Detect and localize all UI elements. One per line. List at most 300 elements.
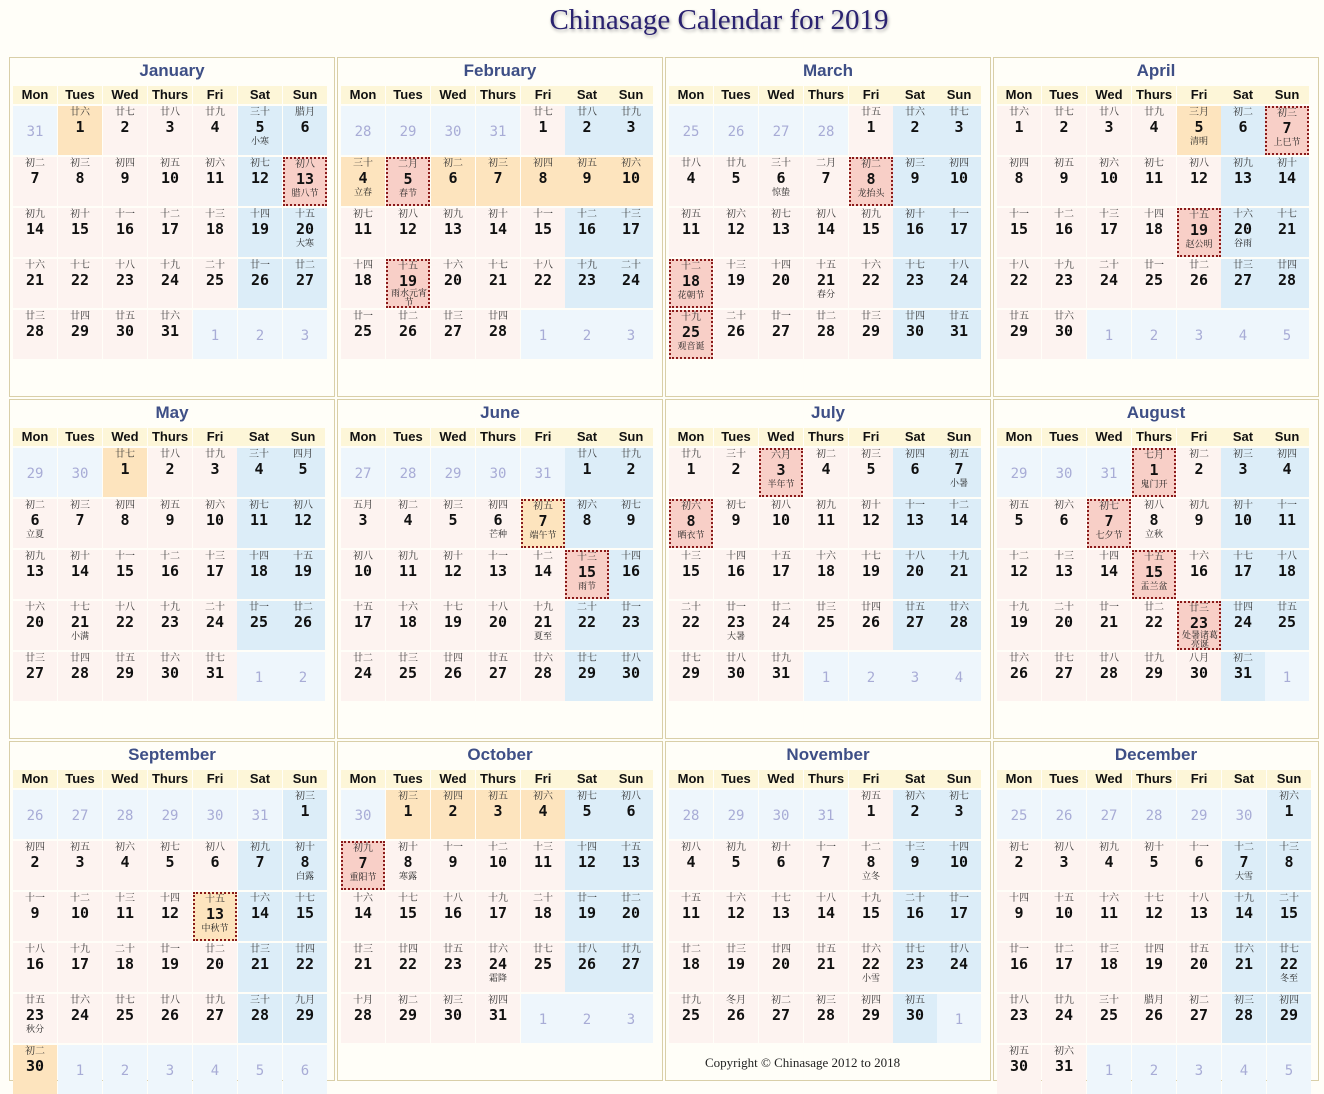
day-cell[interactable] — [893, 310, 937, 359]
day-cell[interactable] — [937, 790, 981, 839]
day-cell[interactable] — [1087, 1045, 1131, 1094]
day-cell[interactable] — [1042, 652, 1086, 701]
day-cell[interactable] — [1042, 157, 1086, 206]
day-cell[interactable] — [1042, 841, 1086, 890]
day-cell[interactable] — [521, 994, 565, 1043]
day-cell[interactable] — [997, 994, 1041, 1043]
day-cell[interactable] — [58, 310, 102, 359]
day-cell[interactable] — [609, 652, 653, 701]
day-cell[interactable] — [13, 208, 57, 257]
day-cell[interactable] — [1265, 106, 1309, 155]
day-cell[interactable] — [13, 157, 57, 206]
day-cell[interactable] — [565, 448, 609, 497]
day-cell[interactable] — [476, 943, 520, 992]
day-cell[interactable] — [759, 310, 803, 359]
day-cell[interactable] — [193, 259, 237, 308]
day-cell[interactable] — [997, 448, 1041, 497]
day-cell[interactable] — [1177, 448, 1221, 497]
day-cell[interactable] — [1267, 790, 1311, 839]
day-cell[interactable] — [1177, 106, 1221, 155]
day-cell[interactable] — [714, 994, 758, 1043]
day-cell[interactable] — [341, 841, 385, 890]
day-cell[interactable] — [13, 106, 57, 155]
day-cell[interactable] — [341, 943, 385, 992]
day-cell[interactable] — [1042, 943, 1086, 992]
day-cell[interactable] — [609, 790, 653, 839]
day-cell[interactable] — [193, 448, 237, 497]
day-cell[interactable] — [893, 157, 937, 206]
day-cell[interactable] — [804, 892, 848, 941]
day-cell[interactable] — [431, 943, 475, 992]
day-cell[interactable] — [893, 499, 937, 548]
day-cell[interactable] — [1222, 841, 1266, 890]
day-cell[interactable] — [58, 841, 102, 890]
day-cell[interactable] — [759, 259, 803, 308]
day-cell[interactable] — [669, 259, 713, 308]
day-cell[interactable] — [431, 499, 475, 548]
day-cell[interactable] — [714, 892, 758, 941]
day-cell[interactable] — [849, 790, 893, 839]
day-cell[interactable] — [58, 790, 102, 839]
day-cell[interactable] — [804, 208, 848, 257]
day-cell[interactable] — [804, 994, 848, 1043]
day-cell[interactable] — [238, 208, 282, 257]
day-cell[interactable] — [386, 892, 430, 941]
day-cell[interactable] — [804, 550, 848, 599]
day-cell[interactable] — [238, 994, 282, 1043]
day-cell[interactable] — [849, 841, 893, 890]
day-cell[interactable] — [609, 994, 653, 1043]
day-cell[interactable] — [13, 1045, 57, 1094]
day-cell[interactable] — [1177, 310, 1221, 359]
day-cell[interactable] — [1221, 259, 1265, 308]
day-cell[interactable] — [849, 448, 893, 497]
day-cell[interactable] — [386, 157, 430, 206]
day-cell[interactable] — [1087, 499, 1131, 548]
day-cell[interactable] — [937, 943, 981, 992]
day-cell[interactable] — [849, 499, 893, 548]
day-cell[interactable] — [759, 550, 803, 599]
day-cell[interactable] — [997, 550, 1041, 599]
day-cell[interactable] — [714, 157, 758, 206]
day-cell[interactable] — [58, 601, 102, 650]
day-cell[interactable] — [13, 994, 57, 1043]
day-cell[interactable] — [1132, 652, 1176, 701]
day-cell[interactable] — [431, 448, 475, 497]
day-cell[interactable] — [997, 943, 1041, 992]
day-cell[interactable] — [431, 841, 475, 890]
day-cell[interactable] — [1087, 943, 1131, 992]
day-cell[interactable] — [714, 106, 758, 155]
day-cell[interactable] — [1265, 652, 1309, 701]
day-cell[interactable] — [565, 943, 609, 992]
day-cell[interactable] — [1087, 652, 1131, 701]
day-cell[interactable] — [476, 892, 520, 941]
day-cell[interactable] — [193, 550, 237, 599]
day-cell[interactable] — [476, 652, 520, 701]
day-cell[interactable] — [283, 157, 327, 206]
day-cell[interactable] — [937, 106, 981, 155]
day-cell[interactable] — [58, 550, 102, 599]
day-cell[interactable] — [386, 259, 430, 308]
day-cell[interactable] — [13, 550, 57, 599]
day-cell[interactable] — [281, 499, 325, 548]
day-cell[interactable] — [341, 106, 385, 155]
day-cell[interactable] — [476, 601, 520, 650]
day-cell[interactable] — [759, 106, 803, 155]
day-cell[interactable] — [937, 208, 981, 257]
day-cell[interactable] — [521, 259, 565, 308]
day-cell[interactable] — [1265, 550, 1309, 599]
day-cell[interactable] — [609, 550, 653, 599]
day-cell[interactable] — [893, 994, 937, 1043]
day-cell[interactable] — [1267, 841, 1311, 890]
day-cell[interactable] — [237, 601, 281, 650]
day-cell[interactable] — [103, 499, 147, 548]
day-cell[interactable] — [148, 448, 192, 497]
day-cell[interactable] — [193, 310, 237, 359]
day-cell[interactable] — [1087, 208, 1131, 257]
day-cell[interactable] — [13, 841, 57, 890]
day-cell[interactable] — [1265, 499, 1309, 548]
day-cell[interactable] — [1087, 310, 1131, 359]
day-cell[interactable] — [1267, 994, 1311, 1043]
day-cell[interactable] — [193, 652, 237, 701]
day-cell[interactable] — [609, 943, 653, 992]
day-cell[interactable] — [238, 310, 282, 359]
day-cell[interactable] — [431, 994, 475, 1043]
day-cell[interactable] — [893, 550, 937, 599]
day-cell[interactable] — [893, 943, 937, 992]
day-cell[interactable] — [148, 994, 192, 1043]
day-cell[interactable] — [1042, 106, 1086, 155]
day-cell[interactable] — [193, 994, 237, 1043]
day-cell[interactable] — [759, 448, 803, 497]
day-cell[interactable] — [283, 841, 327, 890]
day-cell[interactable] — [341, 652, 385, 701]
day-cell[interactable] — [1042, 550, 1086, 599]
day-cell[interactable] — [804, 790, 848, 839]
day-cell[interactable] — [997, 310, 1041, 359]
day-cell[interactable] — [476, 994, 520, 1043]
day-cell[interactable] — [193, 601, 237, 650]
day-cell[interactable] — [103, 259, 147, 308]
day-cell[interactable] — [997, 790, 1041, 839]
day-cell[interactable] — [103, 943, 147, 992]
day-cell[interactable] — [1087, 106, 1131, 155]
day-cell[interactable] — [283, 310, 327, 359]
day-cell[interactable] — [521, 601, 565, 650]
day-cell[interactable] — [1222, 790, 1266, 839]
day-cell[interactable] — [565, 208, 609, 257]
day-cell[interactable] — [1267, 1045, 1311, 1094]
day-cell[interactable] — [849, 208, 893, 257]
day-cell[interactable] — [148, 841, 192, 890]
day-cell[interactable] — [238, 790, 282, 839]
day-cell[interactable] — [759, 652, 803, 701]
day-cell[interactable] — [1177, 259, 1221, 308]
day-cell[interactable] — [1221, 106, 1265, 155]
day-cell[interactable] — [431, 550, 475, 599]
day-cell[interactable] — [1087, 601, 1131, 650]
day-cell[interactable] — [103, 790, 147, 839]
day-cell[interactable] — [565, 157, 609, 206]
day-cell[interactable] — [1265, 601, 1309, 650]
day-cell[interactable] — [714, 499, 758, 548]
day-cell[interactable] — [431, 310, 475, 359]
day-cell[interactable] — [1221, 448, 1265, 497]
day-cell[interactable] — [1177, 499, 1221, 548]
day-cell[interactable] — [714, 790, 758, 839]
day-cell[interactable] — [669, 106, 713, 155]
day-cell[interactable] — [476, 448, 520, 497]
day-cell[interactable] — [1132, 994, 1176, 1043]
day-cell[interactable] — [193, 157, 237, 206]
day-cell[interactable] — [148, 601, 192, 650]
day-cell[interactable] — [893, 601, 937, 650]
day-cell[interactable] — [476, 499, 520, 548]
day-cell[interactable] — [148, 892, 192, 941]
day-cell[interactable] — [565, 259, 609, 308]
day-cell[interactable] — [1087, 892, 1131, 941]
day-cell[interactable] — [714, 259, 758, 308]
day-cell[interactable] — [669, 994, 713, 1043]
day-cell[interactable] — [58, 1045, 102, 1094]
day-cell[interactable] — [1042, 499, 1086, 548]
day-cell[interactable] — [804, 448, 848, 497]
day-cell[interactable] — [759, 499, 803, 548]
day-cell[interactable] — [281, 601, 325, 650]
day-cell[interactable] — [997, 601, 1041, 650]
day-cell[interactable] — [103, 841, 147, 890]
day-cell[interactable] — [1042, 790, 1086, 839]
day-cell[interactable] — [804, 259, 848, 308]
day-cell[interactable] — [669, 943, 713, 992]
day-cell[interactable] — [148, 943, 192, 992]
day-cell[interactable] — [1177, 943, 1221, 992]
day-cell[interactable] — [386, 841, 430, 890]
day-cell[interactable] — [103, 208, 147, 257]
day-cell[interactable] — [1132, 310, 1176, 359]
day-cell[interactable] — [937, 448, 981, 497]
day-cell[interactable] — [521, 943, 565, 992]
day-cell[interactable] — [669, 790, 713, 839]
day-cell[interactable] — [521, 892, 565, 941]
day-cell[interactable] — [476, 550, 520, 599]
day-cell[interactable] — [669, 892, 713, 941]
day-cell[interactable] — [341, 550, 385, 599]
day-cell[interactable] — [714, 652, 758, 701]
day-cell[interactable] — [148, 310, 192, 359]
day-cell[interactable] — [386, 448, 430, 497]
day-cell[interactable] — [431, 601, 475, 650]
day-cell[interactable] — [1042, 259, 1086, 308]
day-cell[interactable] — [1132, 790, 1176, 839]
day-cell[interactable] — [476, 790, 520, 839]
day-cell[interactable] — [521, 448, 565, 497]
day-cell[interactable] — [849, 259, 893, 308]
day-cell[interactable] — [565, 994, 609, 1043]
day-cell[interactable] — [431, 652, 475, 701]
day-cell[interactable] — [1132, 601, 1176, 650]
day-cell[interactable] — [997, 208, 1041, 257]
day-cell[interactable] — [476, 157, 520, 206]
day-cell[interactable] — [283, 106, 327, 155]
day-cell[interactable] — [103, 157, 147, 206]
day-cell[interactable] — [13, 310, 57, 359]
day-cell[interactable] — [281, 652, 325, 701]
day-cell[interactable] — [58, 448, 102, 497]
day-cell[interactable] — [759, 943, 803, 992]
day-cell[interactable] — [669, 601, 713, 650]
day-cell[interactable] — [58, 259, 102, 308]
day-cell[interactable] — [1042, 601, 1086, 650]
day-cell[interactable] — [1132, 448, 1176, 497]
day-cell[interactable] — [58, 892, 102, 941]
day-cell[interactable] — [1087, 448, 1131, 497]
day-cell[interactable] — [1177, 790, 1221, 839]
day-cell[interactable] — [58, 943, 102, 992]
day-cell[interactable] — [849, 601, 893, 650]
day-cell[interactable] — [1177, 157, 1221, 206]
day-cell[interactable] — [431, 157, 475, 206]
day-cell[interactable] — [893, 652, 937, 701]
day-cell[interactable] — [565, 892, 609, 941]
day-cell[interactable] — [238, 157, 282, 206]
day-cell[interactable] — [521, 310, 565, 359]
day-cell[interactable] — [1087, 841, 1131, 890]
day-cell[interactable] — [1042, 892, 1086, 941]
day-cell[interactable] — [937, 499, 981, 548]
day-cell[interactable] — [609, 310, 653, 359]
day-cell[interactable] — [1087, 157, 1131, 206]
day-cell[interactable] — [386, 550, 430, 599]
day-cell[interactable] — [1177, 652, 1221, 701]
day-cell[interactable] — [1177, 1045, 1221, 1094]
day-cell[interactable] — [238, 841, 282, 890]
day-cell[interactable] — [804, 652, 848, 701]
day-cell[interactable] — [937, 310, 981, 359]
day-cell[interactable] — [148, 550, 192, 599]
day-cell[interactable] — [1265, 259, 1309, 308]
day-cell[interactable] — [1177, 601, 1221, 650]
day-cell[interactable] — [849, 310, 893, 359]
day-cell[interactable] — [893, 841, 937, 890]
day-cell[interactable] — [193, 943, 237, 992]
day-cell[interactable] — [103, 1045, 147, 1094]
day-cell[interactable] — [386, 601, 430, 650]
day-cell[interactable] — [103, 106, 147, 155]
day-cell[interactable] — [759, 841, 803, 890]
day-cell[interactable] — [1222, 892, 1266, 941]
day-cell[interactable] — [238, 259, 282, 308]
day-cell[interactable] — [238, 943, 282, 992]
day-cell[interactable] — [565, 499, 609, 548]
day-cell[interactable] — [103, 652, 147, 701]
day-cell[interactable] — [714, 841, 758, 890]
day-cell[interactable] — [565, 601, 609, 650]
day-cell[interactable] — [804, 499, 848, 548]
day-cell[interactable] — [13, 259, 57, 308]
day-cell[interactable] — [893, 259, 937, 308]
day-cell[interactable] — [193, 106, 237, 155]
day-cell[interactable] — [849, 652, 893, 701]
day-cell[interactable] — [609, 601, 653, 650]
day-cell[interactable] — [341, 499, 385, 548]
day-cell[interactable] — [893, 790, 937, 839]
day-cell[interactable] — [1222, 1045, 1266, 1094]
day-cell[interactable] — [804, 157, 848, 206]
day-cell[interactable] — [759, 994, 803, 1043]
day-cell[interactable] — [103, 601, 147, 650]
day-cell[interactable] — [1221, 652, 1265, 701]
day-cell[interactable] — [103, 550, 147, 599]
day-cell[interactable] — [13, 448, 57, 497]
day-cell[interactable] — [714, 943, 758, 992]
day-cell[interactable] — [565, 841, 609, 890]
day-cell[interactable] — [341, 892, 385, 941]
day-cell[interactable] — [1177, 841, 1221, 890]
day-cell[interactable] — [669, 448, 713, 497]
day-cell[interactable] — [1042, 448, 1086, 497]
day-cell[interactable] — [565, 550, 609, 599]
day-cell[interactable] — [386, 499, 430, 548]
day-cell[interactable] — [669, 652, 713, 701]
day-cell[interactable] — [1042, 208, 1086, 257]
day-cell[interactable] — [1177, 892, 1221, 941]
day-cell[interactable] — [193, 790, 237, 839]
day-cell[interactable] — [997, 259, 1041, 308]
day-cell[interactable] — [13, 652, 57, 701]
day-cell[interactable] — [937, 994, 981, 1043]
day-cell[interactable] — [1221, 550, 1265, 599]
day-cell[interactable] — [1042, 1045, 1086, 1094]
day-cell[interactable] — [759, 790, 803, 839]
day-cell[interactable] — [609, 259, 653, 308]
day-cell[interactable] — [893, 106, 937, 155]
day-cell[interactable] — [997, 892, 1041, 941]
day-cell[interactable] — [609, 892, 653, 941]
day-cell[interactable] — [386, 943, 430, 992]
day-cell[interactable] — [13, 892, 57, 941]
day-cell[interactable] — [1042, 994, 1086, 1043]
day-cell[interactable] — [759, 157, 803, 206]
day-cell[interactable] — [609, 208, 653, 257]
day-cell[interactable] — [1265, 448, 1309, 497]
day-cell[interactable] — [238, 892, 282, 941]
day-cell[interactable] — [341, 259, 385, 308]
day-cell[interactable] — [431, 106, 475, 155]
day-cell[interactable] — [1132, 943, 1176, 992]
day-cell[interactable] — [103, 892, 147, 941]
day-cell[interactable] — [1087, 994, 1131, 1043]
day-cell[interactable] — [148, 790, 192, 839]
day-cell[interactable] — [937, 259, 981, 308]
day-cell[interactable] — [937, 601, 981, 650]
day-cell[interactable] — [609, 841, 653, 890]
day-cell[interactable] — [148, 157, 192, 206]
day-cell[interactable] — [669, 208, 713, 257]
day-cell[interactable] — [1132, 157, 1176, 206]
day-cell[interactable] — [1267, 943, 1311, 992]
day-cell[interactable] — [997, 157, 1041, 206]
day-cell[interactable] — [1132, 208, 1176, 257]
day-cell[interactable] — [281, 550, 325, 599]
day-cell[interactable] — [476, 310, 520, 359]
day-cell[interactable] — [13, 943, 57, 992]
day-cell[interactable] — [193, 1045, 237, 1094]
day-cell[interactable] — [849, 994, 893, 1043]
